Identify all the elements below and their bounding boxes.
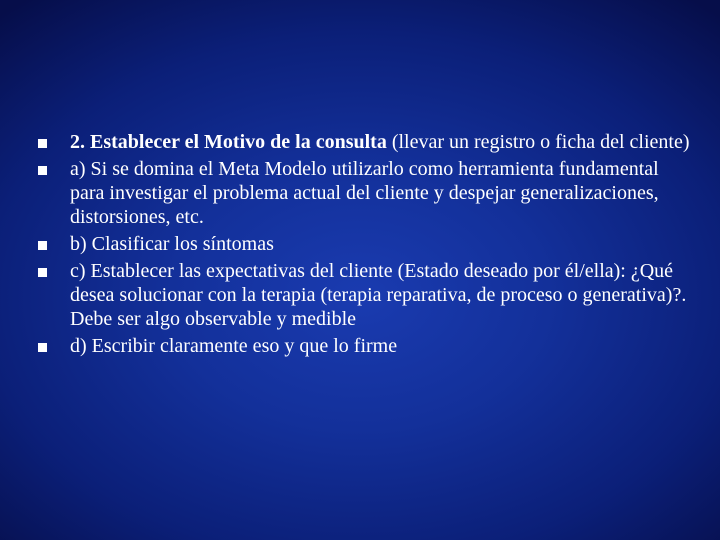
bullet-item-sintomas bbox=[38, 232, 698, 256]
square-bullet-icon bbox=[38, 343, 47, 352]
square-bullet-icon bbox=[38, 139, 47, 148]
square-bullet-icon bbox=[38, 166, 47, 175]
bullet-item-escribir bbox=[38, 334, 698, 358]
bullet-item-motivo bbox=[38, 130, 698, 154]
bullet-item-meta-modelo bbox=[38, 157, 698, 229]
bullet-text: b) Clasificar los síntomas bbox=[70, 233, 274, 255]
bullet-item-expectativas bbox=[38, 259, 698, 331]
square-bullet-icon bbox=[38, 241, 47, 250]
bullet-text: a) Si se domina el Meta Modelo utilizarlo como herramienta fundamental para investigar el problema actual del cliente y despejar generalizaciones, distorsiones, etc. bbox=[70, 158, 659, 228]
square-bullet-icon bbox=[38, 268, 47, 277]
bullet-text: (llevar un registro o ficha del cliente) bbox=[386, 131, 690, 153]
bullet-heading: 2. Establecer el Motivo de la consulta bbox=[70, 131, 387, 153]
bullet-text: d) Escribir claramente eso y que lo firme bbox=[70, 335, 398, 357]
bullet-text: c) Establecer las expectativas del cliente (Estado deseado por él/ella): ¿Qué desea solucionar con la terapia (terapia reparativa, de proceso o generativa)?. Debe ser algo observable y medible bbox=[70, 260, 687, 330]
bullet-list bbox=[38, 130, 698, 358]
